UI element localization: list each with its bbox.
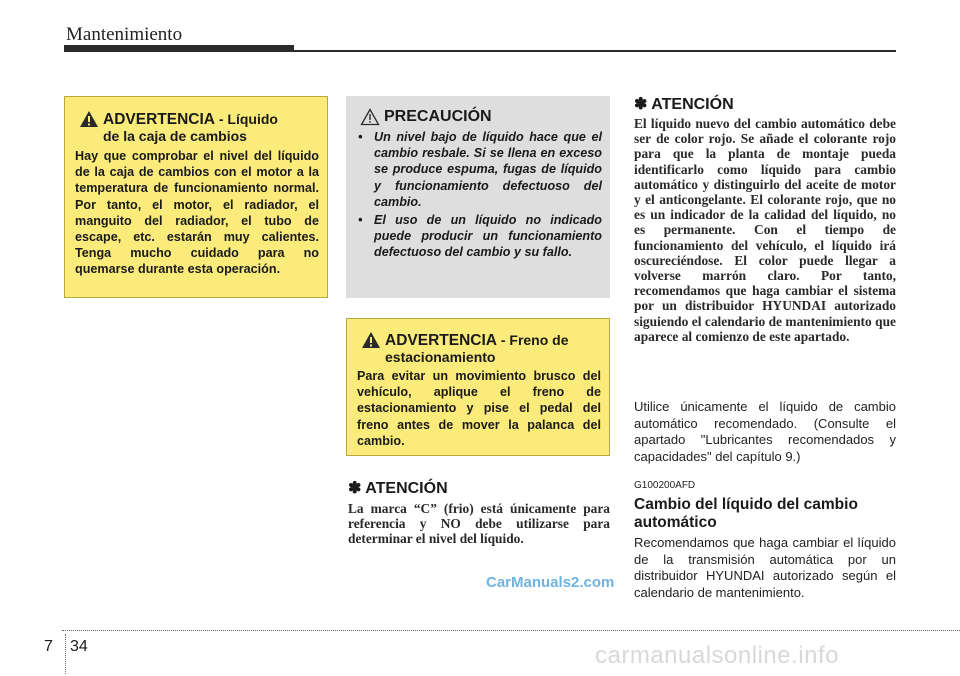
caution-title: PRECAUCIÓN	[384, 108, 492, 125]
footer-rule	[62, 630, 960, 631]
caution-item	[356, 212, 602, 261]
note-body: El líquido nuevo del cambio automático debe ser de color rojo. Se añade el colorante rojo para que la planta de montaje pueda identificarlo como líquido para cambio automático y distinguirlo del aceite de motor y el anticongelante. El colorante rojo, que no es un indicador de la calidad del líquido, no es permanente. Con el tiempo de funcionamiento del vehículo, el líquido irá oscureciéndose. El color puede llegar a volverse marrón claro. Por tanto, recomendamos que haga cambiar el sistema por un distribuidor HYUNDAI autorizado siguiendo el calendario de mantenimiento que aparece al comienzo de este apartado.	[634, 116, 896, 344]
caution-list	[356, 129, 602, 263]
page-header-title: Mantenimiento	[66, 24, 183, 45]
caution-triangle-icon	[360, 108, 380, 126]
note-body: La marca “C” (frio) está únicamente para referencia y NO debe utilizarse para determinar el nivel del líquido.	[348, 501, 610, 547]
section-code: G100200AFD	[634, 480, 696, 491]
warning-triangle-icon	[79, 110, 99, 128]
paragraph-recommended-fluid: Utilice únicamente el líquido de cambio automático recomendado. (Consulte el apartado "Lubricantes recomendados y capacidades" del capítulo 9.)	[634, 399, 896, 464]
warning-title-line2	[385, 348, 605, 367]
caution-item-text: Un nivel bajo de líquido hace que el cambio resbale. Si se llena en exceso se produce espuma, fugas de líquido y funcionamiento defectuoso del cambio.	[374, 130, 602, 209]
header-bar	[64, 45, 294, 52]
caution-item-text: El uso de un líquido no indicado puede producir un funcionamiento defectuoso del cambio y su fallo.	[374, 213, 602, 260]
warning-title-line2-text: de la caja de cambios	[103, 128, 247, 144]
warning-title-main: ADVERTENCIA	[103, 111, 215, 128]
footer-divider	[65, 634, 66, 674]
warning-box-transmission-fluid	[64, 96, 328, 298]
bullet: •	[358, 213, 363, 228]
section-body: Recomendamos que haga cambiar el líquido de la transmisión automática por un distribuidor HYUNDAI autorizado según el calendario de mantenimiento.	[634, 535, 896, 600]
warning-title-main: ADVERTENCIA	[385, 332, 497, 349]
watermark-site: carmanualsonline.info	[595, 642, 839, 669]
warning-body: Hay que comprobar el nivel del líquido de la caja de cambios con el motor a la temperatura de funcionamiento normal. Por tanto, el motor, el radiador, el manguito del radiador, el tubo de escape, etc. estarán muy calientes. Tenga mucho cuidado para no quemarse durante esta operación.	[75, 149, 319, 277]
warning-title-rest: - Líquido	[214, 111, 278, 127]
note-heading: ✽ ATENCIÓN	[634, 96, 734, 113]
watermark-carmanuals[interactable]: CarManuals2.com	[486, 574, 615, 591]
warning-title-line2-text: estacionamiento	[385, 349, 496, 365]
warning-title-rest: - Freno de	[496, 332, 569, 348]
warning-triangle-icon	[361, 331, 381, 349]
page-number: 34	[70, 638, 88, 655]
bullet: •	[358, 130, 363, 144]
section-title: Cambio del líquido del cambio automático	[634, 496, 858, 531]
warning-body: Para evitar un movimiento brusco del vehículo, aplique el freno de estacionamiento y pise el pedal del freno antes de mover la palanca del cambio.	[357, 369, 601, 448]
warning-box-parking-brake	[346, 318, 610, 456]
warning-title-line2	[103, 127, 323, 146]
caution-box	[346, 96, 610, 298]
section-number: 7	[44, 638, 53, 655]
caution-item	[356, 129, 602, 210]
note-heading: ✽ ATENCIÓN	[348, 480, 448, 497]
